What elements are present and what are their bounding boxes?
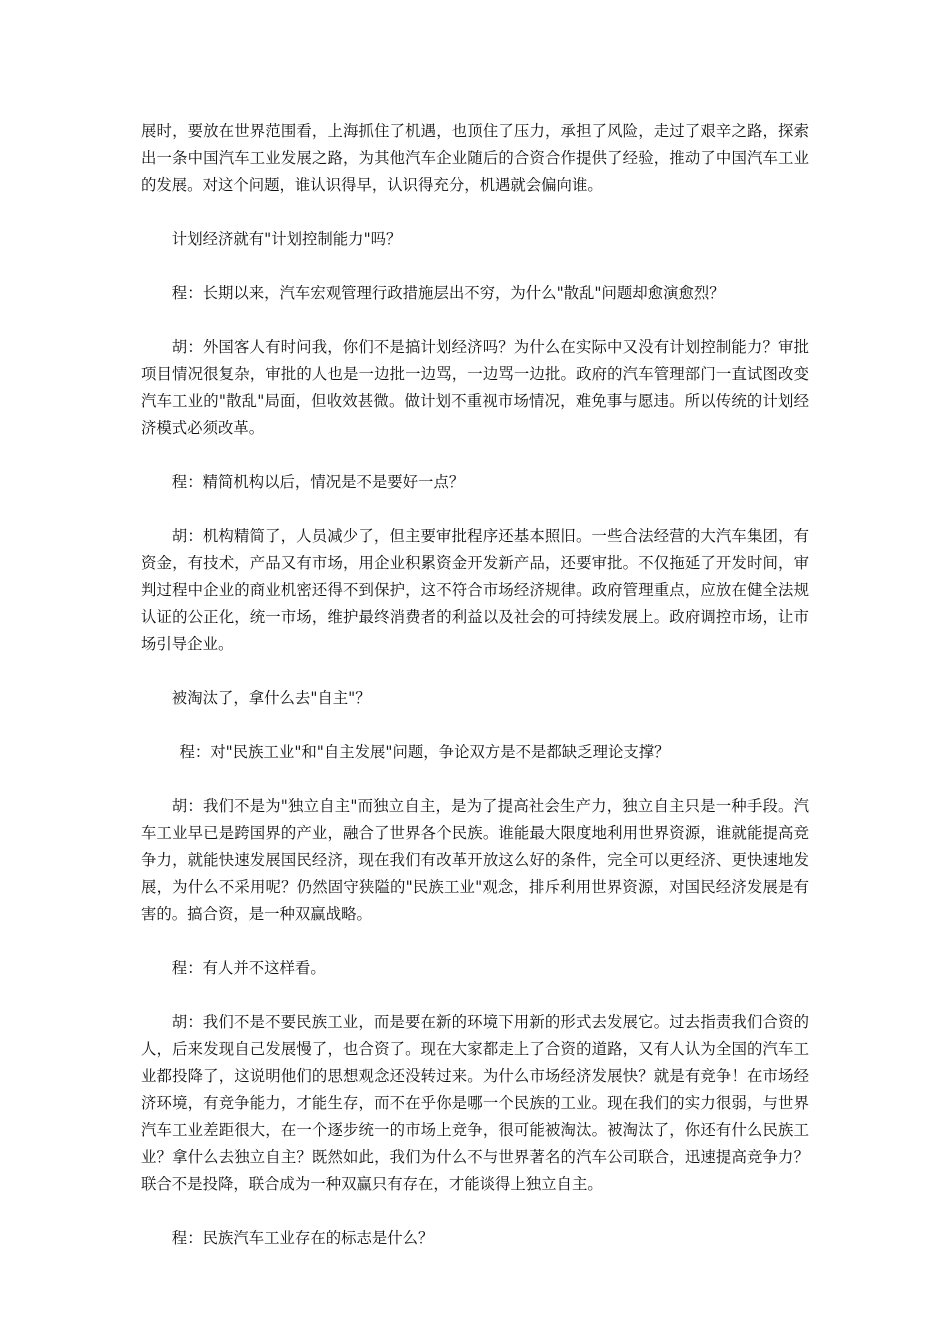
question-paragraph: 程：民族汽车工业存在的标志是什么？ — [171, 1229, 434, 1247]
answer-paragraph: 胡：我们不是为"独立自主"而独立自主，是为了提高社会生产力，独立自主只是一种手段。汽车工业早已是跨国界的产业，融合了世界各个民族。谁能最大限度地利用世界资源，谁就能提高竞争力，就能快速发展国民经济，现在我们有改革开放这么好的条件，完全可以更经济、更快速地发展，为什么不采用呢？仍然固守狭隘的"民族工业"观念，排斥利用世界资源，对国民经济发展是有害的。搞合资，是一种双赢战略。 — [141, 797, 809, 923]
question-paragraph: 程：精简机构以后，情况是不是要好一点？ — [171, 473, 465, 491]
answer-paragraph: 胡：机构精简了，人员减少了，但主要审批程序还基本照旧。一些合法经营的大汽车集团，有资金，有技术，产品又有市场，用企业积累资金开发新产品，还要审批。不仅拖延了开发时间，审判过程中企业的商业机密还得不到保护，这不符合市场经济规律。政府管理重点，应放在健全法规认证的公正化，统一市场，维护最终消费者的利益以及社会的可持续发展上。政府调控市场，让市场引导企业。 — [141, 527, 809, 653]
paragraph-continuation: 展时，要放在世界范围看，上海抓住了机遇，也顶住了压力，承担了风险，走过了艰辛之路，探索出一条中国汽车工业发展之路，为其他汽车企业随后的合资合作提供了经验，推动了中国汽车工业的发展。对这个问题，谁认识得早，认识得充分，机遇就会偏向谁。 — [141, 122, 809, 194]
question-paragraph: 程：有人并不这样看。 — [171, 959, 326, 977]
section-heading-planned-economy: 计划经济就有"计划控制能力"吗？ — [171, 230, 402, 248]
question-paragraph: 程：长期以来，汽车宏观管理行政措施层出不穷，为什么"散乱"问题却愈演愈烈？ — [171, 284, 725, 302]
answer-paragraph: 胡：外国客人有时问我，你们不是搞计划经济吗？为什么在实际中又没有计划控制能力？审批项目情况很复杂，审批的人也是一边批一边骂，一边骂一边批。政府的汽车管理部门一直试图改变汽车工业的"散乱"局面，但收效甚微。做计划不重视市场情况，难免事与愿违。所以传统的计划经济模式必须改革。 — [141, 338, 809, 437]
article-body — [141, 118, 809, 1279]
question-paragraph: 程：对"民族工业"和"自主发展"问题，争论双方是不是都缺乏理论支撑？ — [179, 743, 670, 761]
section-heading-eliminated: 被淘汰了，拿什么去"自主"？ — [171, 689, 371, 707]
answer-paragraph: 胡：我们不是不要民族工业，而是要在新的环境下用新的形式去发展它。过去指责我们合资的人，后来发现自己发展慢了，也合资了。现在大家都走上了合资的道路，又有人认为全国的汽车工业都投降了，这说明他们的思想观念还没转过来。为什么市场经济发展快？就是有竞争！在市场经济环境，有竞争能力，才能生存，而不在乎你是哪一个民族的工业。现在我们的实力很弱，与世界汽车工业差距很大，在一个逐步统一的市场上竞争，很可能被淘汰。被淘汰了，你还有什么民族工业？拿什么去独立自主？既然如此，我们为什么不与世界著名的汽车公司联合，迅速提高竞争力？联合不是投降，联合成为一种双赢只有存在，才能谈得上独立自主。 — [141, 1013, 809, 1193]
